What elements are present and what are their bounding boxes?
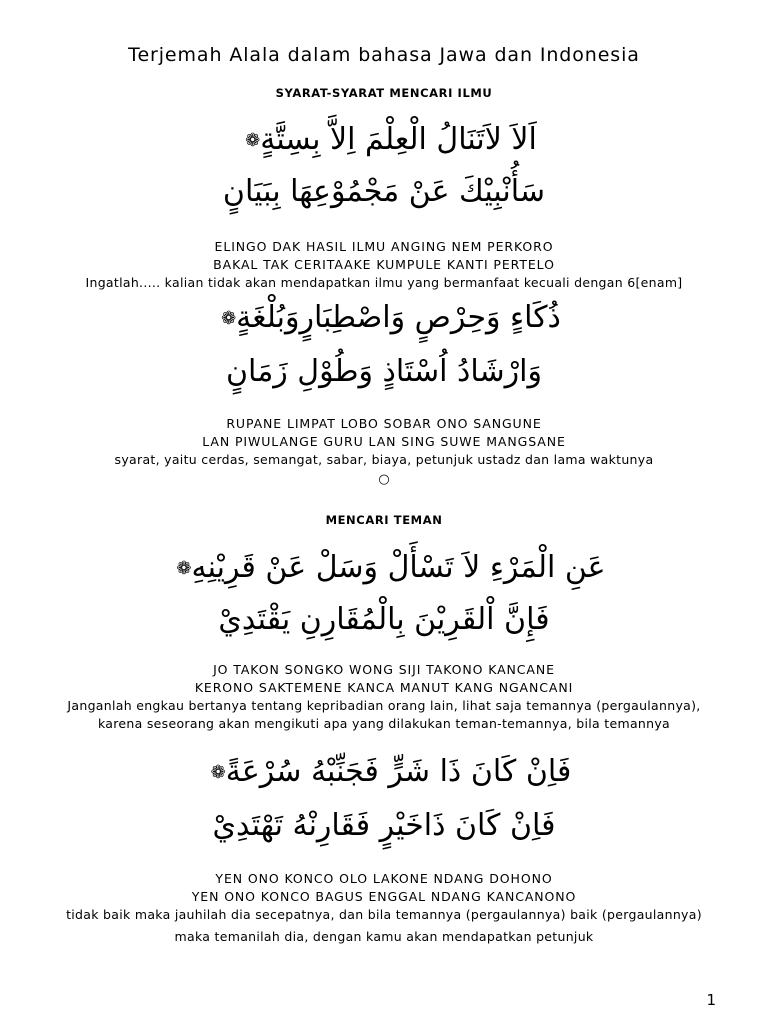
arabic-text: ذُكَاءٍ وَحِرْصٍ وَاصْطِبَارٍوَبُلْغَةٍ	[236, 300, 561, 335]
javanese-line: BAKAL TAK CERITAAKE KUMPULE KANTI PERTELO	[213, 257, 555, 272]
arabic-verse-3-line-1	[0, 548, 768, 589]
arabic-verse-1-line-1	[0, 120, 768, 161]
translation-block-1	[0, 238, 768, 292]
indonesian-line: syarat, yaitu cerdas, semangat, sabar, biaya, petunjuk ustadz dan lama waktunya	[114, 452, 654, 467]
section-heading-syarat: SYARAT-SYARAT MENCARI ILMU	[275, 86, 493, 100]
javanese-line: KERONO SAKTEMENE KANCA MANUT KANG NGANCANI	[194, 680, 574, 695]
arabic-text: عَنِ الْمَرْءِ لاَ تَسْأَلْ وَسَلْ عَنْ قَرِيْنِهِ	[191, 550, 606, 585]
flower-ornament-icon: ❁	[176, 557, 192, 579]
arabic-text: اَلاَ لاَتَنَالُ الْعِلْمَ اِلاَّ بِسِتَّةٍ	[260, 122, 537, 157]
arabic-verse-2-line-2: وَارْشَادُ اُسْتَاذٍ وَطُوْلِ زَمَانٍ	[226, 354, 542, 389]
javanese-line: YEN ONO KONCO OLO LAKONE NDANG DOHONO	[215, 871, 553, 886]
flower-ornament-icon: ❁	[210, 761, 226, 783]
indonesian-line: Janganlah engkau bertanya tentang kepribadian orang lain, lihat saja temannya (pergaulannya),	[67, 698, 701, 713]
section-heading-teman: MENCARI TEMAN	[325, 513, 443, 527]
indonesian-line: karena seseorang akan mengikuti apa yang dilakukan teman-temannya, bila temannya	[97, 716, 670, 731]
indonesian-line: Ingatlah..... kalian tidak akan mendapatkan ilmu yang bermanfaat kecuali dengan 6[enam]	[85, 275, 683, 290]
javanese-line: YEN ONO KONCO BAGUS ENGGAL NDANG KANCANONO	[191, 889, 577, 904]
arabic-text: فَاِنْ كَانَ ذَا شَرٍّ فَجَنِّبْهُ سُرْعَةً	[225, 754, 572, 789]
arabic-verse-1-line-2: سَأُنْبِيْكَ عَنْ مَجْمُوْعِهَا بِبَيَانٍ	[222, 174, 546, 209]
page-number: 1	[706, 991, 716, 1009]
javanese-line: LAN PIWULANGE GURU LAN SING SUWE MANGSANE	[202, 434, 566, 449]
translation-block-3	[0, 661, 768, 733]
arabic-verse-2-line-1	[0, 298, 768, 339]
arabic-verse-4-line-2: فَاِنْ كَانَ ذَاخَيْرٍ فَقَارِنْهُ تَهْتَدِيْ	[212, 808, 556, 843]
divider-circle-icon: ○	[378, 472, 390, 487]
indonesian-line: tidak baik maka jauhilah dia secepatnya, dan bila temannya (pergaulannya) baik (pergaulannya)	[66, 907, 702, 922]
translation-block-2	[0, 415, 768, 469]
javanese-line: ELINGO DAK HASIL ILMU ANGING NEM PERKORO	[214, 239, 554, 254]
page-title: Terjemah Alala dalam bahasa Jawa dan Indonesia	[128, 44, 640, 66]
flower-ornament-icon: ❁	[221, 307, 237, 329]
indonesian-line: maka temanilah dia, dengan kamu akan mendapatkan petunjuk	[174, 929, 594, 944]
javanese-line: JO TAKON SONGKO WONG SIJI TAKONO KANCANE	[213, 662, 555, 677]
arabic-verse-4-line-1	[0, 752, 768, 793]
flower-ornament-icon: ❁	[245, 129, 261, 151]
arabic-verse-3-line-2: فَإِنَّ اْلقَرِيْنَ بِالْمُقَارِنِ يَقْتَدِيْ	[218, 602, 550, 637]
translation-block-4	[0, 870, 768, 946]
javanese-line: RUPANE LIMPAT LOBO SOBAR ONO SANGUNE	[226, 416, 542, 431]
